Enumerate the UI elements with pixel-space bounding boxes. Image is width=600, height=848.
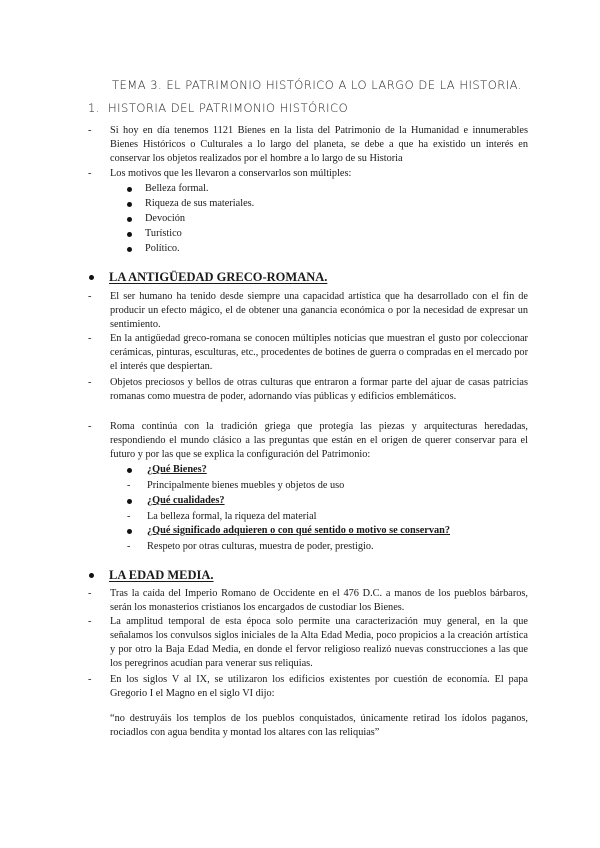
bullet-icon [127, 247, 132, 252]
page-title: TEMA 3. EL PATRIMONIO HISTÓRICO A LO LARGO DE LA HISTORIA. [112, 78, 522, 92]
question-cualidades: ¿Qué cualidades? [124, 494, 524, 508]
dash-marker: - [127, 541, 131, 552]
heading-greco-roman: LA ANTIGÜEDAD GRECO-ROMANA. [88, 270, 528, 285]
dash-marker: - [88, 168, 92, 179]
bullet-icon [127, 187, 132, 192]
list-item-motive: Devoción [124, 212, 504, 226]
paragraph-greco-1: - El ser humano ha tenido desde siempre una capacidad artística que ha desarrollado con el fin de producir un efecto mágico, el de obtener una ganancia económica o por la necesidad de expresar un sentimiento. [88, 291, 528, 330]
bullet-icon [127, 499, 132, 504]
dash-marker: - [88, 616, 92, 627]
section-number: 1. [88, 101, 100, 115]
paragraph-medieval-3: - En los siglos V al IX, se utilizaron los edificios existentes por cuestión de economía. El papa Gregorio I el Magno en el siglo VI dijo: [88, 674, 528, 699]
dash-marker: - [88, 421, 92, 432]
answer-bienes: - Principalmente bienes muebles y objetos de uso [127, 480, 345, 491]
dash-marker: - [88, 377, 92, 388]
section-title [88, 101, 348, 115]
dash-marker: - [127, 480, 131, 491]
dash-marker: - [88, 333, 92, 344]
bullet-icon [127, 202, 132, 207]
bullet-icon [127, 468, 132, 473]
list-item-motive: Turístico [124, 227, 504, 241]
dash-marker: - [88, 291, 92, 302]
bullet-icon [127, 217, 132, 222]
quote-gregorio: “no destruyáis los templos de los pueblos conquistados, únicamente retirad los ídolos paganos, rociadlos con agua bendita y montad los altares con las reliquias” [110, 713, 528, 738]
section-title-text: HISTORIA DEL PATRIMONIO HISTÓRICO [107, 101, 349, 115]
question-significado: ¿Qué significado adquieren o con qué sentido o motivo se conservan? [124, 524, 524, 538]
dash-marker: - [88, 674, 92, 685]
question-bienes: ¿Qué Bienes? [124, 463, 524, 477]
list-item-motive: Belleza formal. [124, 182, 504, 196]
paragraph-greco-4: - Roma continúa con la tradición griega que protegía las piezas y arquitecturas heredadas, respondiendo el mundo clásico a las preguntas que están en el origen de querer conservar para el futuro y por las que se explica la configuración del Patrimonio: [88, 421, 528, 460]
paragraph-greco-3: - Objetos preciosos y bellos de otras culturas que entraron a formar parte del ajuar de casas patricias romanas como muestra de poder, adornando vías públicas y edificios emblemáticos. [88, 377, 528, 402]
paragraph-text: Los motivos que les llevaron a conservarlos son múltiples: [110, 168, 352, 179]
answer-cualidades: - La belleza formal, la riqueza del material [127, 511, 317, 522]
paragraph-greco-2: - En la antigüedad greco-romana se conocen múltiples noticias que muestran el gusto por coleccionar cerámicas, pinturas, esculturas, etc., procedentes de botines de guerra o compradas en el mercado por el interés que despiertan. [88, 333, 528, 372]
list-item-motive: Riqueza de sus materiales. [124, 197, 504, 211]
bullet-icon [127, 529, 132, 534]
dash-marker: - [127, 511, 131, 522]
paragraph-medieval-1: - Tras la caída del Imperio Romano de Occidente en el 476 D.C. a manos de los pueblos bárbaros, serán los monasterios cristianos los encargados de custodiar los Bienes. [88, 588, 528, 613]
paragraph-intro-1 [88, 124, 528, 166]
list-item-motive: Político. [124, 242, 504, 256]
paragraph-medieval-2: - La amplitud temporal de esta época solo permite una caracterización muy general, en la que señalamos los convulsos siglos iniciales de la Alta Edad Media, poco propicios a la creación artística y por otro la Baja Edad Media, en donde el fervor religioso realizó nuevas construcciones a las que los peregrinos acudían para venerar sus reliquias. [88, 616, 528, 669]
bullet-icon [127, 232, 132, 237]
dash-marker: - [88, 125, 92, 136]
answer-significado: - Respeto por otras culturas, muestra de poder, prestigio. [127, 541, 374, 552]
paragraph-text: Si hoy en día tenemos 1121 Bienes en la lista del Patrimonio de la Humanidad e innumerables Bienes Históricos o Culturales a lo largo del planeta, se debe a que ha existido un interés en conservar los objetos realizados por el hombre a lo largo de su Historia [110, 125, 528, 164]
heading-edad-media: LA EDAD MEDIA. [88, 568, 528, 583]
paragraph-intro-2 [88, 167, 528, 181]
dash-marker: - [88, 588, 92, 599]
bullet-icon [89, 573, 94, 578]
bullet-icon [89, 275, 94, 280]
